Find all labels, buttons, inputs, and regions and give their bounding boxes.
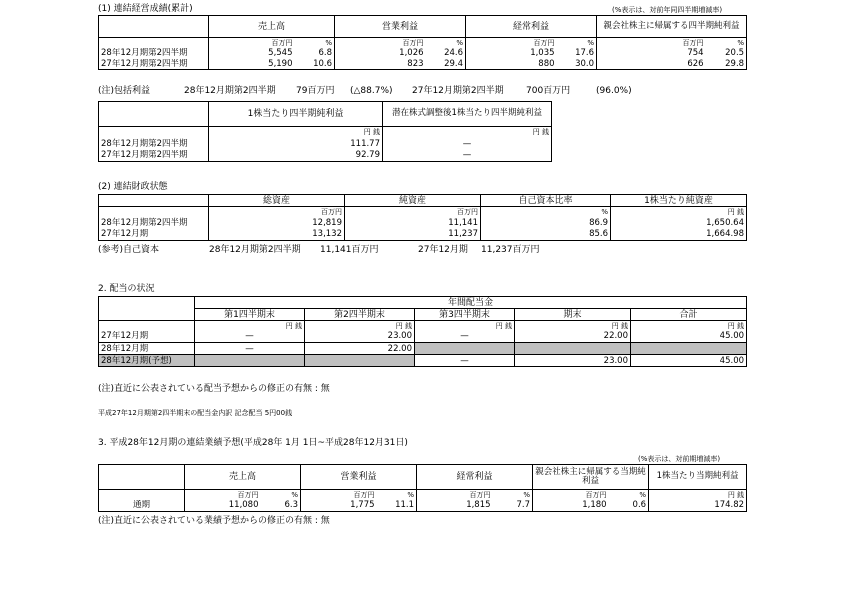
header-q1-end: 第1四半期末 [195, 309, 305, 321]
header-operating-income: 営業利益 [301, 465, 417, 490]
equity-ref-cur-period: 28年12月期第2四半期 [209, 245, 301, 255]
cell-value: 45.00 [631, 331, 747, 343]
eps-table [98, 101, 552, 162]
cell-value: 0.6 [609, 500, 649, 512]
cell-value: 1,180 [533, 500, 609, 512]
header-total-assets: 総資産 [209, 195, 345, 207]
unit: 百万円 [469, 490, 491, 499]
table-row [99, 48, 747, 59]
corner-cell [99, 465, 185, 490]
header-bps: 1株当たり純資産 [611, 195, 747, 207]
cell-value: 29.8 [706, 59, 747, 70]
unit: 百万円 [402, 38, 424, 47]
cell-value: 1,815 [417, 500, 493, 512]
row-label: 28年12月期第2四半期 [99, 138, 209, 150]
header-q2-end: 第2四半期末 [305, 309, 415, 321]
header-year-end: 期末 [515, 309, 631, 321]
cell-value: 5,545 [268, 48, 293, 58]
unit: % [609, 490, 649, 500]
table-row [99, 138, 552, 150]
cell-value: 11.1 [377, 500, 417, 512]
unit: 百万円 [353, 490, 375, 499]
section2-title: (2) 連結財政状態 [98, 182, 168, 192]
unit: % [557, 38, 597, 48]
header-net-income: 親会社株主に帰属する当期純利益 [533, 465, 649, 490]
financial-position-table [98, 194, 747, 241]
comprehensive-cur-period: 28年12月期第2四半期 [184, 86, 276, 96]
unit: 百万円 [271, 38, 293, 47]
corner-cell [99, 102, 209, 127]
cell-value: — [415, 355, 515, 367]
header-ordinary-income: 経常利益 [417, 465, 533, 490]
header-sales: 売上高 [209, 16, 335, 38]
cell-value: 1,035 [530, 48, 555, 58]
row-label: 27年12月期第2四半期 [99, 59, 209, 70]
shaded-cell [515, 343, 631, 355]
equity-ref-prev-period: 27年12月期 [418, 245, 468, 255]
header-sales: 売上高 [185, 465, 301, 490]
unit: 円 銭 [611, 207, 747, 217]
row-label: 27年12月期第2四半期 [99, 150, 209, 162]
header-diluted-eps: 潜在株式調整後1株当たり四半期純利益 [383, 102, 552, 127]
row-label: 28年12月期 [99, 343, 195, 355]
cell-value: — [195, 343, 305, 355]
cell-value: 754 [687, 48, 704, 58]
corner-cell [99, 195, 209, 207]
cell-value: 11,080 [185, 500, 261, 512]
header-ordinary-income: 経常利益 [466, 16, 597, 38]
cell-value: 11,237 [345, 229, 481, 241]
comprehensive-prev-pct: (96.0%) [596, 86, 632, 96]
unit: % [377, 490, 417, 500]
dividend-breakdown-note: 平成27年12月期第2四半期末の配当金内訳 記念配当 5円00銭 [98, 409, 293, 417]
shaded-cell [415, 343, 515, 355]
table-row [99, 500, 747, 512]
row-label: 28年12月期第2四半期 [99, 48, 209, 59]
shaded-cell [305, 355, 415, 367]
forecast-note: (%表示は、対前期増減率) [638, 455, 721, 463]
unit: % [493, 490, 533, 500]
unit: 百万円 [682, 38, 704, 47]
table-row [99, 355, 747, 367]
dividend-table [98, 296, 747, 367]
unit: 円 銭 [415, 321, 515, 331]
corner-cell [99, 297, 195, 321]
cell-value: 823 [335, 59, 426, 70]
header-eps: 1株当たり四半期純利益 [209, 102, 383, 127]
cell-value: 6.3 [261, 500, 301, 512]
unit: 円 銭 [195, 321, 305, 331]
unit: % [261, 490, 301, 500]
table-row [99, 343, 747, 355]
cell-value: 45.00 [631, 355, 747, 367]
cell-value: 30.0 [557, 59, 597, 70]
cell-value: — [195, 331, 305, 343]
row-label: 27年12月期 [99, 331, 195, 343]
unit: 百万円 [585, 490, 607, 499]
comprehensive-prev-period: 27年12月期第2四半期 [412, 86, 504, 96]
cell-value: 11,141 [345, 217, 481, 229]
unit: % [706, 38, 747, 48]
table-row [99, 331, 747, 343]
unit: 円 銭 [515, 321, 631, 331]
table-row [99, 150, 552, 162]
comprehensive-cur-value: 79百万円 [296, 86, 335, 96]
unit: % [481, 207, 611, 217]
header-operating-income: 営業利益 [335, 16, 466, 38]
unit: % [295, 38, 335, 48]
shaded-cell [195, 355, 305, 367]
cell-value: 23.00 [305, 331, 415, 343]
forecast-table [98, 464, 747, 512]
cell-value: 10.6 [295, 59, 335, 70]
cell-value: 92.79 [209, 150, 383, 162]
forecast-title: 3. 平成28年12月期の連結業績予想(平成28年 1月 1日~平成28年12月31日) [98, 438, 408, 448]
cell-value: 85.6 [481, 229, 611, 241]
cell-value: 6.8 [295, 48, 335, 59]
header-net-income: 親会社株主に帰属する四半期純利益 [597, 16, 747, 38]
unit: 円 銭 [209, 127, 383, 138]
cell-value: — [383, 150, 552, 162]
unit: 百万円 [345, 207, 481, 217]
cell-value: 17.6 [557, 48, 597, 59]
unit: 円 銭 [631, 321, 747, 331]
unit: 百万円 [237, 490, 259, 499]
cell-value: 86.9 [481, 217, 611, 229]
cell-value: 880 [466, 59, 557, 70]
dividend-note: (注)直近に公表されている配当予想からの修正の有無 : 無 [98, 384, 330, 394]
cell-value: 29.4 [426, 59, 466, 70]
row-label: 27年12月期 [99, 229, 209, 241]
cell-value: — [415, 331, 515, 343]
equity-ref-label: (参考)自己資本 [98, 245, 160, 255]
section1-title: (1) 連結経営成績(累計) [98, 4, 193, 14]
cell-value: 626 [597, 59, 706, 70]
cell-value: 5,190 [209, 59, 295, 70]
cell-value: 12,819 [209, 217, 345, 229]
table-row [99, 229, 747, 241]
corner-cell [99, 16, 209, 38]
cell-value: — [383, 138, 552, 150]
header-net-assets: 純資産 [345, 195, 481, 207]
unit: 百万円 [533, 38, 555, 47]
comprehensive-cur-pct: (△88.7%) [350, 86, 393, 96]
unit: 百万円 [209, 207, 345, 217]
row-label: 28年12月期(予想) [99, 355, 195, 367]
unit: 円 銭 [305, 321, 415, 331]
cell-value: 1,026 [399, 48, 424, 58]
forecast-revision-note: (注)直近に公表されている業績予想からの修正の有無 : 無 [98, 516, 330, 526]
shaded-cell [631, 343, 747, 355]
cell-value: 20.5 [706, 48, 747, 59]
equity-ref-prev-value: 11,237百万円 [481, 245, 540, 255]
unit: 円 銭 [649, 490, 747, 500]
cell-value: 7.7 [493, 500, 533, 512]
unit: % [426, 38, 466, 48]
section1-note: (%表示は、対前年同四半期増減率) [612, 6, 723, 14]
operating-results-table [98, 15, 747, 70]
cell-value: 174.82 [649, 500, 747, 512]
table-row [99, 59, 747, 70]
equity-ref-cur-value: 11,141百万円 [320, 245, 379, 255]
header-q3-end: 第3四半期末 [415, 309, 515, 321]
cell-value: 23.00 [515, 355, 631, 367]
header-annual-dividend: 年間配当金 [195, 297, 747, 309]
cell-value: 24.6 [426, 48, 466, 59]
dividend-title: 2. 配当の状況 [98, 284, 155, 294]
comprehensive-prev-value: 700百万円 [526, 86, 571, 96]
row-label: 28年12月期第2四半期 [99, 217, 209, 229]
cell-value: 1,775 [301, 500, 377, 512]
table-row [99, 217, 747, 229]
cell-value: 13,132 [209, 229, 345, 241]
header-equity-ratio: 自己資本比率 [481, 195, 611, 207]
row-label: 通期 [99, 500, 185, 512]
cell-value: 111.77 [209, 138, 383, 150]
cell-value: 1,664.98 [611, 229, 747, 241]
cell-value: 22.00 [305, 343, 415, 355]
cell-value: 1,650.64 [611, 217, 747, 229]
comprehensive-label: (注)包括利益 [98, 86, 151, 96]
cell-value: 22.00 [515, 331, 631, 343]
header-total: 合計 [631, 309, 747, 321]
unit: 円 銭 [383, 127, 552, 138]
header-eps: 1株当たり当期純利益 [649, 465, 747, 490]
